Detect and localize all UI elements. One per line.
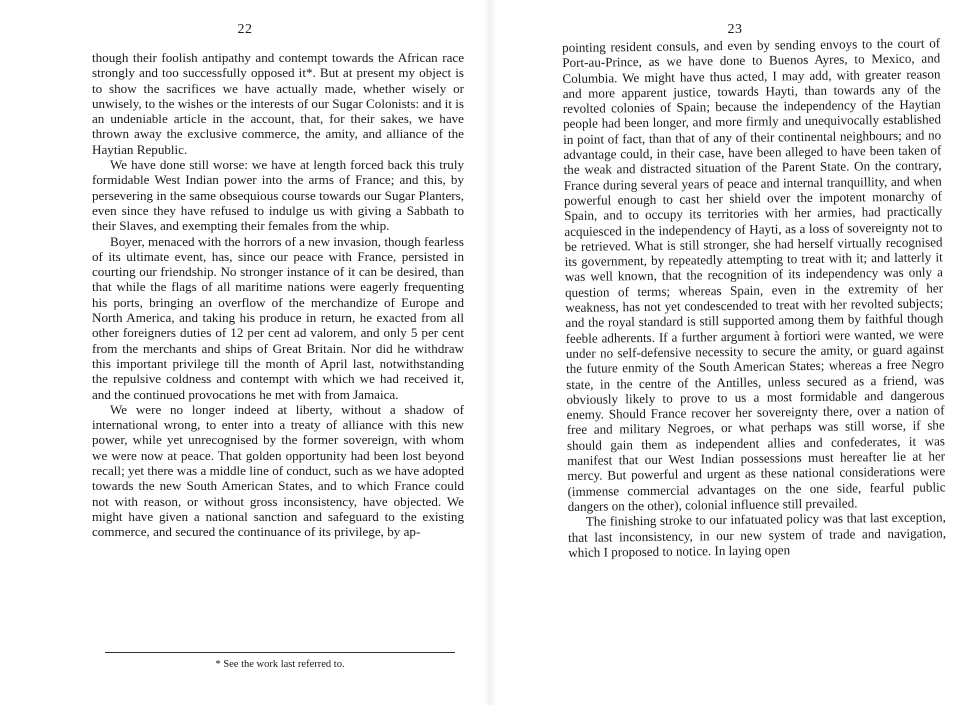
right-page (490, 0, 980, 705)
right-paragraph-2: The finishing stroke to our infatuated policy was that last exception, that last inconsistency, in our new system of trade and navigation, which I proposed to notice. In laying open (567, 509, 947, 560)
footnote-divider (105, 652, 455, 653)
left-paragraph-4: We were no longer indeed at liberty, without a shadow of international wrong, to enter into a treaty of alliance with this new power, while yet unrecognised by the former sovereign, with whom we were now at peace. That golden opportunity had been lost beyond recall; yet there was a middle line of conduct, such as we have adopted towards the new South American States, and to which France could not with reason, or without gross inconsistency, have objected. We might have given a national sanction and safeguard to the existing commerce, and secured the continuance of its privilege, by ap- (92, 401, 464, 540)
right-paragraph-1: pointing resident consuls, and even by sending envoys to the court of Port-au-Prince, as we have done to Buenos Ayres, to Mexico, and Columbia. We might have thus acted, I may add, with greater reason and more apparent justice, towards Hayti, than towards any of the revolted colonies of Spain; because the independency of the Haytian people had been longer, and more firmly and unequivocally established in point of fact, than that of any of their continental neighbours; and no advantage could, in their case, have been alleged to have been taken of the weak and distracted situation of the Parent State. On the contrary, France during several years of peace and internal tranquillity, and when powerful enough to cast her shield over the impotent monarchy of Spain, and to occupy its territories with her armies, had practically acquiesced in the independency of Hayti, as a loss of sovereignty not to be retrieved. What is still stronger, she had herself virtually recognised its government, by repeatedly attempting to treat with it; and latterly it was well known, that the recognition of its independency was only a question of terms; whereas Spain, even in the extremity of her weakness, has not yet condescended to treat with her revolted subjects; and the royal standard is still supported among them by faithful though feeble adherents. If a further argument à fortiori were wanted, we were under no self-defensive necessity to secure the amity, or guard against the future enmity of the South American States; whereas a free Negro state, in the centre of the Antilles, unless secured as a friend, was obviously likely to prove to us a most formidable and dangerous enemy. Should France recover her sovereignty there, over a nation of free and military Negroes, or what perhaps was still worse, if she should gain them as independent allies and confederates, it was manifest that our West Indian possessions must hereafter lie at her mercy. But powerful and urgent as these national considerations were (immense commercial advantages on the one side, fearful public dangers on the other), colonial influence still prevailed. (562, 35, 946, 514)
left-page-body (92, 50, 464, 540)
footnote: * See the work last referred to. (215, 659, 345, 670)
page-number-left: 22 (237, 22, 253, 37)
left-paragraph-2: We have done still worse: we have at length forced back this truly formidable West Indian power into the arms of France; and this, by persevering in the same obsequious course towards our Sugar Planters, even since they have refused to indulge us with giving a Sabbath to their Slaves, and exempting their females from the whip. (92, 157, 464, 234)
page-number-right: 23 (727, 22, 743, 37)
right-page-body (562, 35, 946, 560)
left-paragraph-3: Boyer, menaced with the horrors of a new invasion, though fearless of its ultimate event, has, since our peace with France, persisted in courting our friendship. No stronger instance of it can be desired, than that while the flags of all maritime nations were eagerly frequenting his ports, bringing an overflow of the merchandize of Europe and North America, and taking his produce in return, he exacted from all other foreigners duties of 12 per cent ad valorem, and only 5 per cent from the merchants and ships of Great Britain. Nor did he withdraw this important privilege till the month of April last, notwithstanding the repulsive coldness and contempt with which we had received it, and the continued provocations he met with from Jamaica. (92, 233, 464, 402)
left-paragraph-1: though their foolish antipathy and contempt towards the African race strongly and too successfully opposed it*. But at present my object is to show the sacrifices we have actually made, whether wisely or unwisely, to the wishes or the interests of our Sugar Colonists: and it is an undeniable article in the account, that, for their sakes, we have thrown away the exclusive commerce, the amity, and alliance of the Haytian Republic. (92, 50, 464, 157)
